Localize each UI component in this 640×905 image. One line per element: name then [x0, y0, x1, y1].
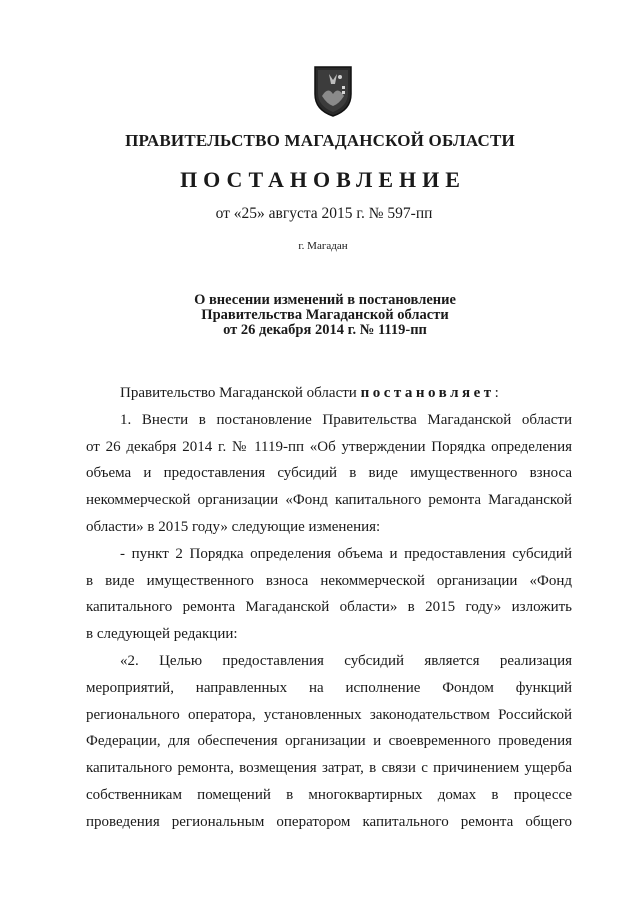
body-line: в виде имущественного взноса некоммерческой организации «Фонд — [86, 572, 572, 589]
document-type: ПОСТАНОВЛЕНИЕ — [180, 167, 466, 192]
body-line: мероприятий, направленных на исполнение Фондом функций — [86, 679, 572, 696]
body-line: капитального ремонта, возмещения затрат, в связи с причинением ущерба — [86, 760, 572, 777]
body-line: 1. Внести в постановление Правительства Магаданской области — [120, 411, 572, 428]
body-line: - пункт 2 Порядка определения объема и предоставления субсидий — [120, 545, 572, 562]
body-line: от 26 декабря 2014 г. № 1119-пп «Об утверждении Порядка определения — [86, 438, 572, 455]
body-line: «2. Целью предоставления субсидий является реализация — [120, 652, 572, 669]
body-line: собственникам помещений в многоквартирных домах в процессе — [86, 786, 572, 803]
intro-suffix: : — [494, 385, 499, 401]
body-line: объема и предоставления субсидий в виде имущественного взноса — [86, 465, 572, 482]
intro-prefix: Правительство Магаданской области — [120, 385, 361, 401]
decree-body — [86, 380, 572, 836]
body-line: некоммерческой организации «Фонд капитального ремонта Магаданской — [86, 492, 572, 509]
subject-line: О внесении изменений в постановление — [194, 292, 456, 308]
intro-verb: постановляет — [360, 385, 495, 401]
body-line: проведения региональным оператором капитального ремонта общего — [86, 813, 572, 830]
government-name: ПРАВИТЕЛЬСТВО МАГАДАНСКОЙ ОБЛАСТИ — [125, 131, 515, 150]
body-line: регионального оператора, установленных законодательством Российской — [86, 706, 572, 723]
decree-subject — [0, 293, 640, 338]
coat-of-arms-emblem — [312, 64, 354, 118]
intro-line — [86, 380, 572, 407]
body-line: области» в 2015 году» следующие изменения: — [86, 518, 381, 535]
body-line: Федерации, для обеспечения организации и своевременного проведения — [86, 733, 572, 750]
subject-line: от 26 декабря 2014 г. № 1119-пп — [223, 322, 427, 338]
decree-date-number: от «25» августа 2015 г. № 597-пп — [215, 205, 433, 222]
body-line: в следующей редакции: — [86, 626, 238, 643]
body-line: капитального ремонта Магаданской области» в 2015 году» изложить — [86, 599, 572, 616]
subject-line: Правительства Магаданской области — [201, 307, 449, 323]
decree-city: г. Магадан — [298, 240, 348, 252]
